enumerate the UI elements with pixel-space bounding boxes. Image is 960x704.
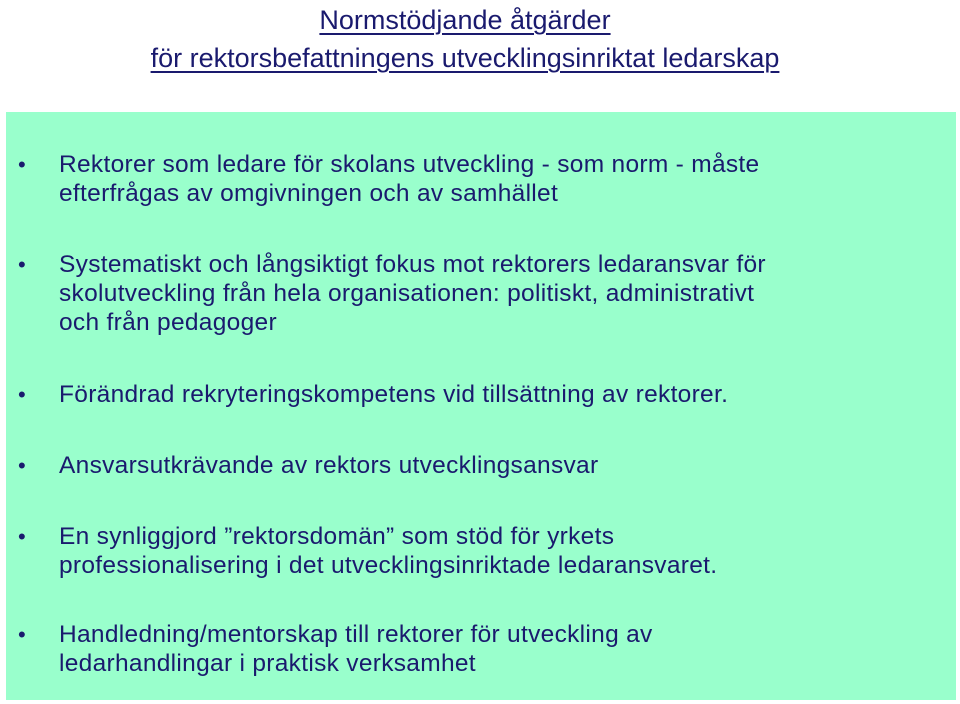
slide-title (0, 0, 930, 77)
bullet-line: professionalisering i det utvecklingsinriktade ledaransvaret. (59, 552, 718, 579)
bullet-dot-icon: • (18, 252, 26, 277)
bullet-line: En synliggjord ”rektorsdomän” som stöd för yrkets (59, 523, 615, 550)
bullet-text (59, 522, 949, 580)
content-panel (6, 112, 956, 700)
bullet-line: Handledning/mentorskap till rektorer för utveckling av (59, 621, 653, 648)
bullet-text (59, 250, 949, 337)
bullet-line: skolutveckling från hela organisationen: politiskt, administrativt (59, 280, 755, 307)
bullet-line: Ansvarsutkrävande av rektors utvecklingsansvar (59, 452, 599, 479)
title-line-1: Normstödjande åtgärder (319, 5, 611, 35)
bullet-text (59, 150, 949, 208)
bullet-dot-icon: • (18, 152, 26, 177)
bullet-dot-icon: • (18, 453, 26, 478)
bullet-dot-icon: • (18, 622, 26, 647)
bullet-line: Rektorer som ledare för skolans utveckling - som norm - måste (59, 151, 760, 178)
bullet-dot-icon: • (18, 382, 26, 407)
bullet-line: efterfrågas av omgivningen och av samhället (59, 180, 559, 207)
bullet-line: och från pedagoger (59, 309, 277, 336)
bullet-dot-icon: • (18, 524, 26, 549)
bullet-line: Systematiskt och långsiktigt fokus mot rektorers ledaransvar för (59, 251, 766, 278)
bullet-line: Förändrad rekryteringskompetens vid tillsättning av rektorer. (59, 381, 729, 408)
bullet-text (59, 380, 949, 409)
bullet-line: ledarhandlingar i praktisk verksamhet (59, 650, 476, 677)
bullet-text (59, 620, 949, 678)
title-line-2: för rektorsbefattningens utvecklingsinriktat ledarskap (150, 43, 780, 73)
bullet-text (59, 451, 949, 480)
